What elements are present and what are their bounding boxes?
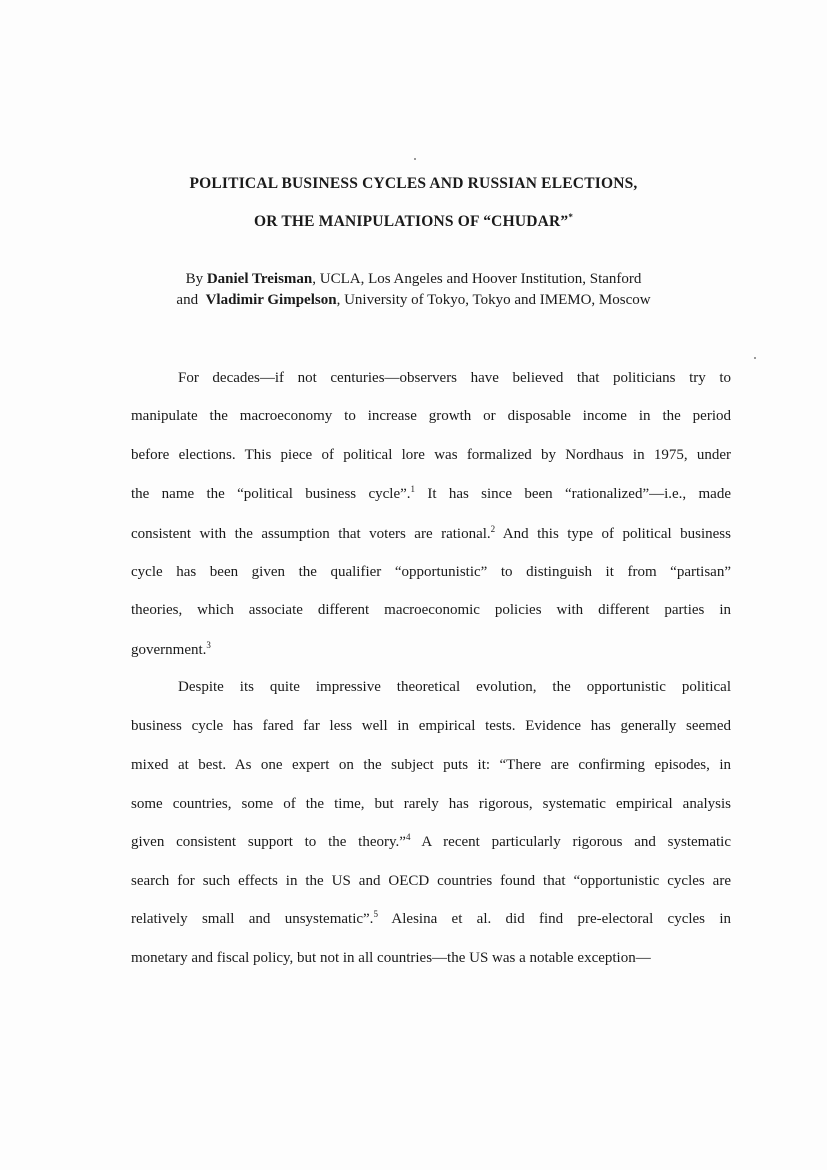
footnote-mark: 1 [410, 484, 416, 494]
scan-speck [754, 357, 756, 359]
author-line-1 [0, 271, 827, 288]
paragraph-2-line: monetary and fiscal policy, but not in all countries—the US was a notable exception— [131, 950, 651, 966]
line-text: Alesina et al. did find pre-electoral cycles in [377, 911, 731, 927]
author-prefix: By [185, 271, 207, 287]
author-line-2 [0, 292, 827, 309]
line-text: And this type of political business [495, 526, 731, 542]
line-text: government. [131, 642, 207, 658]
author-name: Vladimir Gimpelson [205, 292, 337, 308]
paragraph-2-line: search for such effects in the US and OECD countries found that “opportunistic cycles are [131, 873, 731, 889]
paper-title-line-1: POLITICAL BUSINESS CYCLES AND RUSSIAN ELECTIONS, [189, 175, 638, 192]
paragraph-2-line [131, 834, 731, 851]
line-text: given consistent support to the theory.” [131, 834, 406, 850]
line-text: relatively small and unsystematic”. [131, 911, 374, 927]
line-text: It has since been “rationalized”—i.e., made [415, 486, 731, 502]
line-text: A recent particularly rigorous and systematic [410, 834, 731, 850]
paragraph-2-line: business cycle has fared far less well in empirical tests. Evidence has generally seemed [131, 718, 731, 734]
author-prefix: and [176, 292, 206, 308]
paragraph-1-line [131, 526, 731, 543]
paragraph-1-line: manipulate the macroeconomy to increase growth or disposable income in the period [131, 408, 731, 424]
title-footnote-mark: * [568, 211, 574, 222]
paragraph-2-line: mixed at best. As one expert on the subject puts it: “There are confirming episodes, in [131, 757, 731, 773]
footnote-mark: 5 [373, 909, 378, 919]
scan-speck [414, 158, 416, 160]
paragraph-1-line: before elections. This piece of political lore was formalized by Nordhaus in 1975, under [131, 447, 731, 463]
footnote-mark: 4 [405, 832, 411, 842]
footnote-mark: 2 [490, 524, 496, 534]
author-name: Daniel Treisman [206, 271, 313, 287]
paragraph-1-line [131, 642, 731, 659]
paragraph-2-line: Despite its quite impressive theoretical evolution, the opportunistic political [178, 679, 731, 695]
paragraph-1-line: theories, which associate different macroeconomic policies with different parties in [131, 602, 731, 618]
author-affiliation: , UCLA, Los Angeles and Hoover Institution, Stanford [312, 271, 642, 287]
footnote-mark: 3 [206, 640, 211, 650]
paragraph-1-line [131, 486, 731, 503]
paragraph-1-line: cycle has been given the qualifier “opportunistic” to distinguish it from “partisan” [131, 564, 731, 580]
paragraph-1-line: For decades—if not centuries—observers have believed that politicians try to [178, 370, 731, 386]
paragraph-2-line [131, 911, 731, 928]
line-text: the name the “political business cycle”. [131, 486, 411, 502]
paper-title-text: OR THE MANIPULATIONS OF “CHUDAR” [253, 213, 569, 230]
paragraph-2-line: some countries, some of the time, but rarely has rigorous, systematic empirical analysis [131, 796, 731, 812]
paper-title-line-2 [0, 213, 827, 231]
author-affiliation: , University of Tokyo, Tokyo and IMEMO, Moscow [336, 292, 651, 308]
line-text: consistent with the assumption that voters are rational. [131, 526, 491, 542]
